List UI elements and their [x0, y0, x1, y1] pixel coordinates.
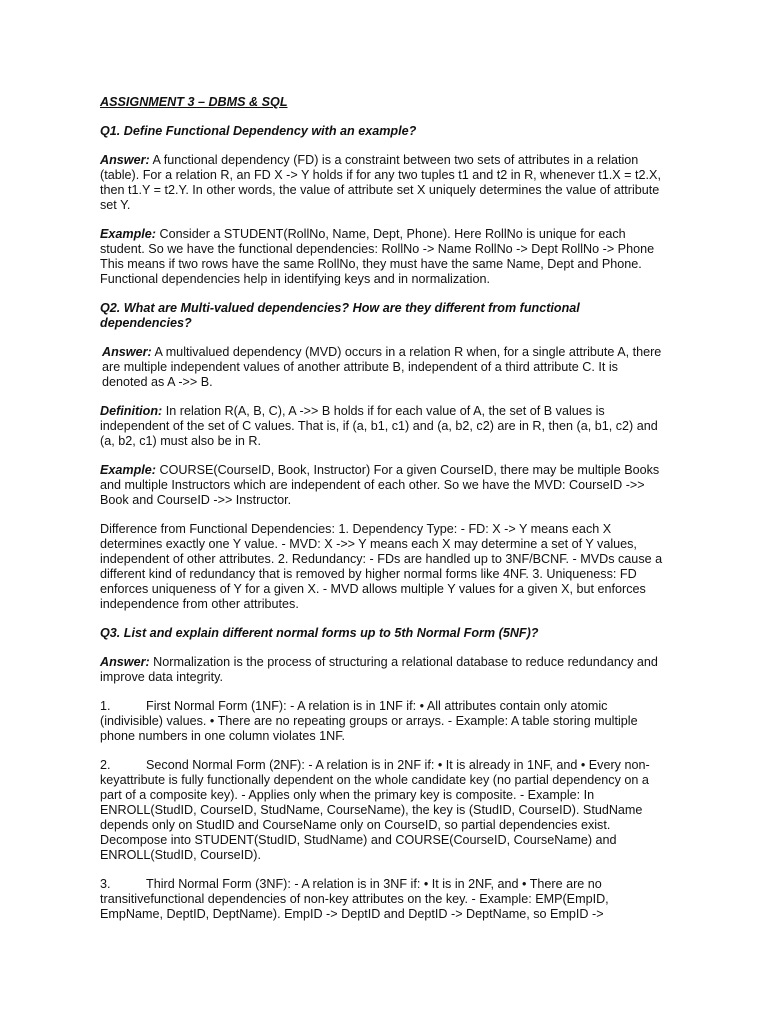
- q1-example-text: Consider a STUDENT(RollNo, Name, Dept, Phone). Here RollNo is unique for each student. So we have the functional dependencies: RollNo -> Name RollNo -> Dept RollNo -> Phone This means if two rows have the same RollNo, they must have the same Name, Dept and Phone. Functional dependencies help in identifying keys and in normalization.: [100, 227, 655, 286]
- list-item-text: First Normal Form (1NF): - A relation is in 1NF if: • All attributes contain only atomic (indivisible) values. • There are no repeating groups or arrays. - Example: A table storing multiple phone numbers in one column violates 1NF.: [100, 699, 638, 743]
- list-number: 2.: [100, 758, 111, 772]
- q2-definition-label: Definition:: [100, 404, 163, 418]
- q1-answer-text: A functional dependency (FD) is a constraint between two sets of attributes in a relation (table). For a relation R, an FD X -> Y holds if for any two tuples t1 and t2 in R, whenever t1.X = t2.X, then t1.Y = t2.Y. In other words, the value of attribute set X uniquely determines the value of attribute set Y.: [100, 153, 661, 212]
- q2-definition: [100, 404, 666, 449]
- list-item-text: Third Normal Form (3NF): - A relation is in 3NF if: • It is in 2NF, and • There are no transitivefunctional dependencies of non-key attributes on the key. - Example: EMP(EmpID, EmpName, DeptID, DeptName). EmpID -> DeptID and DeptID -> DeptName, so EmpID ->: [100, 877, 609, 921]
- q3-answer-label: Answer:: [100, 655, 150, 669]
- q2-difference: Difference from Functional Dependencies: 1. Dependency Type: - FD: X -> Y means each X determines exactly one Y value. - MVD: X ->> Y means each X may determine a set of Y values, independent of other attributes. 2. Redundancy: - FDs are handled up to 3NF/BCNF. - MVDs cause a different kind of redundancy that is removed by higher normal forms like 4NF. 3. Uniqueness: FD enforces uniqueness of Y for a given X. - MVD allows multiple Y values for a given X, but enforces independence from other attributes.: [100, 522, 663, 611]
- q2-example-text: COURSE(CourseID, Book, Instructor) For a given CourseID, there may be multiple Books and multiple Instructors which are independent of each other. So we have the MVD: CourseID ->> Book and CourseID ->> Instructor.: [100, 463, 660, 507]
- q1-example-label: Example:: [100, 227, 156, 241]
- q2-answer: [100, 345, 666, 390]
- list-item-text: Second Normal Form (2NF): - A relation is in 2NF if: • It is already in 1NF, and • Every non-keyattribute is fully functionally dependent on the whole candidate key (no partial dependency on a part of a composite key). - Applies only when the primary key is composite. - Example: In ENROLL(StudID, CourseID, StudName, CourseName), the key is (StudID, CourseID). StudName depends only on StudID and CourseName only on CourseID, so partial dependencies exist. Decompose into STUDENT(StudID, StudName) and COURSE(CourseID, CourseName) and ENROLL(StudID, CourseID).: [100, 758, 650, 862]
- q2-definition-text: In relation R(A, B, C), A ->> B holds if for each value of A, the set of B values is independent of the set of C values. That is, if (a, b1, c1) and (a, b2, c2) are in R, then (a, b1, c2) and (a, b2, c1) must also be in R.: [100, 404, 658, 448]
- q2-answer-label: Answer:: [102, 345, 152, 359]
- q2-example: [100, 463, 666, 508]
- q1-answer-label: Answer:: [100, 153, 150, 167]
- q3-answer: [100, 655, 666, 685]
- normal-form-item-2nf: [100, 758, 666, 863]
- question-2: Q2. What are Multi-valued dependencies? How are they different from functional dependencies?: [100, 301, 580, 330]
- question-3: Q3. List and explain different normal forms up to 5th Normal Form (5NF)?: [100, 626, 539, 640]
- q2-answer-text: A multivalued dependency (MVD) occurs in a relation R when, for a single attribute A, there are multiple independent values of another attribute B, independent of a third attribute C. It is denoted as A ->> B.: [102, 345, 662, 389]
- document-title: ASSIGNMENT 3 – DBMS & SQL: [100, 95, 288, 109]
- list-number: 1.: [100, 699, 111, 713]
- q3-answer-text: Normalization is the process of structuring a relational database to reduce redundancy and improve data integrity.: [100, 655, 658, 684]
- question-1: Q1. Define Functional Dependency with an example?: [100, 124, 417, 138]
- q1-answer: [100, 153, 666, 213]
- list-number: 3.: [100, 877, 111, 891]
- q1-example: [100, 227, 666, 287]
- normal-form-item-3nf: [100, 877, 666, 922]
- normal-form-item-1nf: [100, 699, 666, 744]
- document-page: [100, 95, 666, 936]
- q2-example-label: Example:: [100, 463, 156, 477]
